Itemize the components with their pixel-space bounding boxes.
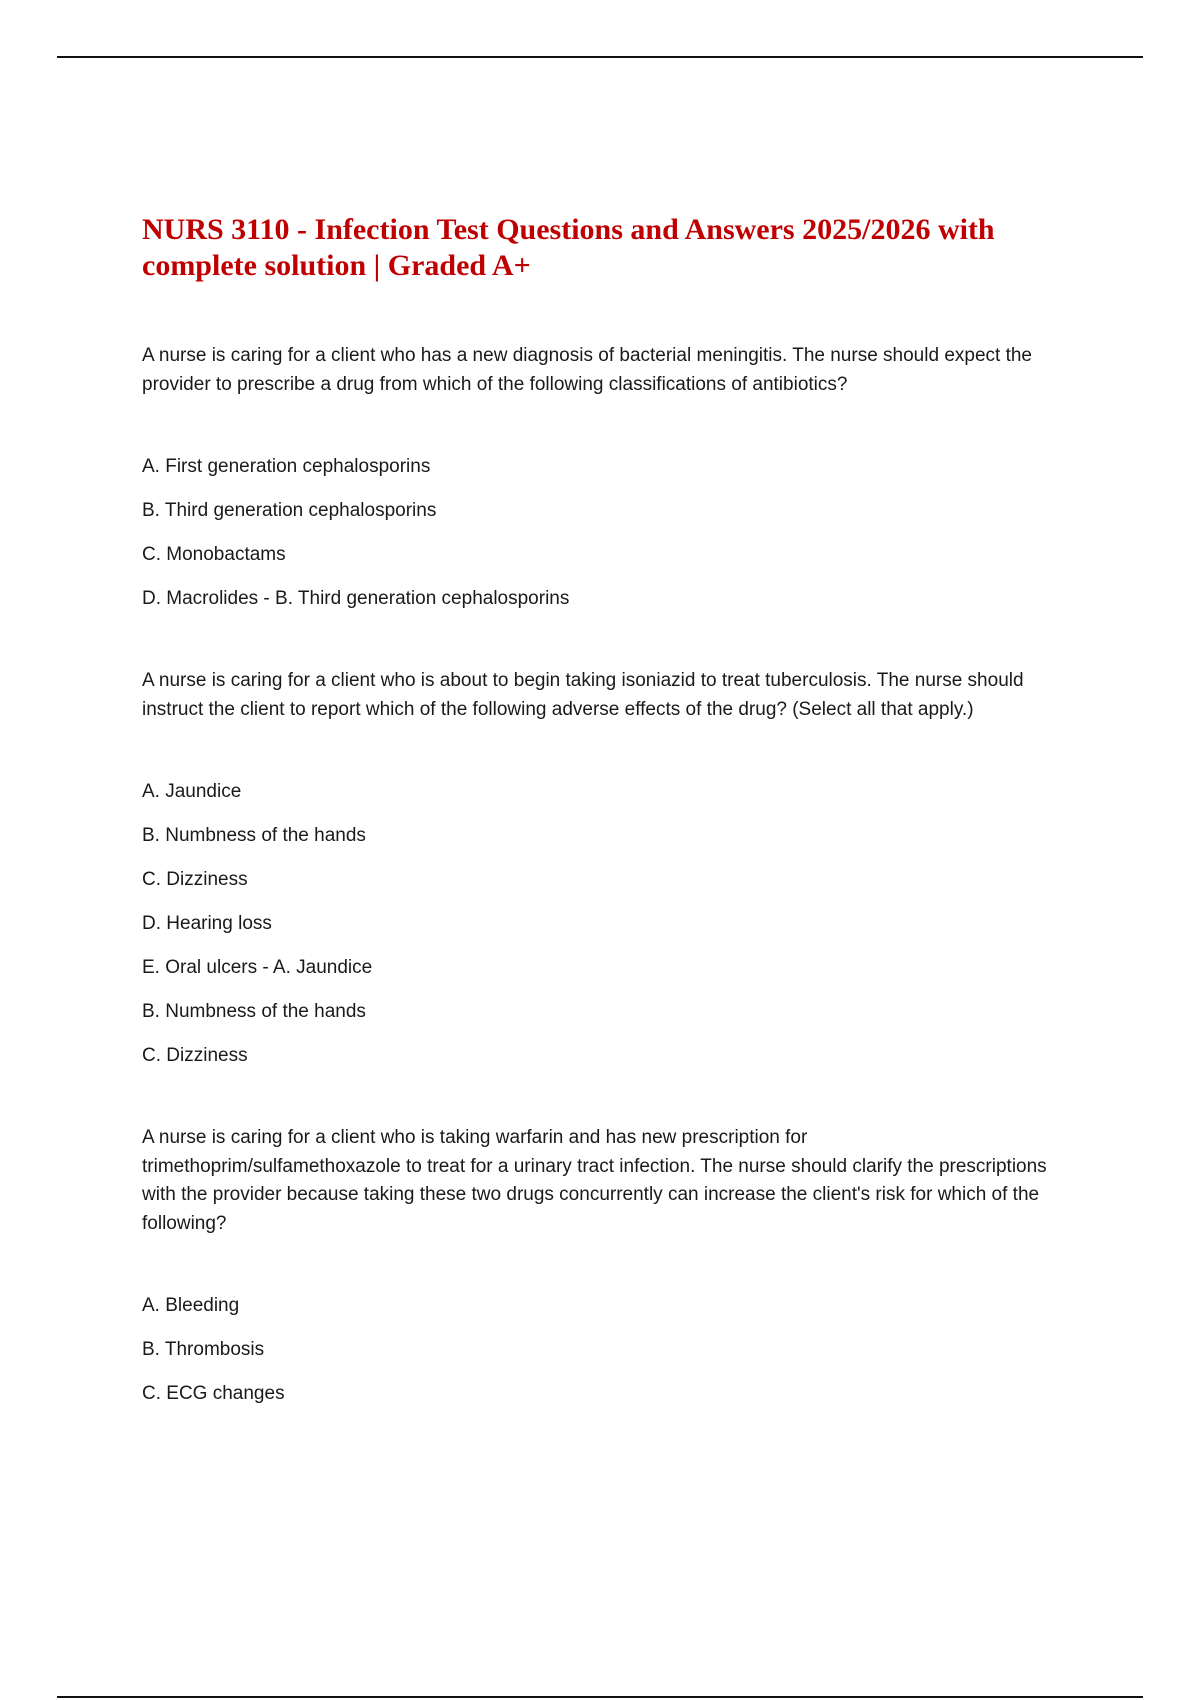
answer-option: B. Numbness of the hands (142, 1001, 366, 1022)
answer-option: B. Numbness of the hands (142, 825, 366, 846)
answer-option: C. ECG changes (142, 1383, 285, 1404)
answer-option: C. Dizziness (142, 869, 248, 890)
answer-options (142, 455, 1062, 611)
question-prompt: A nurse is caring for a client who has a new diagnosis of bacterial meningitis. The nurse should expect the provider to prescribe a drug from which of the following classifications of antibiotics? (142, 345, 1032, 395)
question-2 (142, 667, 1062, 1068)
answer-option: D. Macrolides - B. Third generation cephalosporins (142, 588, 570, 609)
header-rule (57, 56, 1143, 58)
answer-option: C. Dizziness (142, 1045, 248, 1066)
answer-options (142, 780, 1062, 1068)
answer-option: A. Bleeding (142, 1295, 240, 1316)
question-prompt: A nurse is caring for a client who is taking warfarin and has new prescription for trimethoprim/sulfamethoxazole to treat for a urinary tract infection. The nurse should clarify the prescriptions with the provider because taking these two drugs concurrently can increase the client's risk for which of the following? (142, 1127, 1047, 1234)
answer-option: C. Monobactams (142, 544, 286, 565)
answer-option: D. Hearing loss (142, 913, 272, 934)
answer-option: B. Thrombosis (142, 1339, 265, 1360)
footer-rule (57, 1696, 1143, 1698)
answer-option: A. Jaundice (142, 781, 242, 802)
question-3 (142, 1124, 1062, 1406)
question-1 (142, 342, 1062, 611)
question-prompt: A nurse is caring for a client who is about to begin taking isoniazid to treat tuberculosis. The nurse should instruct the client to report which of the following adverse effects of the drug? (Select all that apply.) (142, 670, 1024, 720)
answer-option: E. Oral ulcers - A. Jaundice (142, 957, 373, 978)
answer-option: A. First generation cephalosporins (142, 456, 431, 477)
document-body (142, 212, 1062, 1426)
answer-options (142, 1294, 1062, 1406)
document-title: NURS 3110 - Infection Test Questions and Answers 2025/2026 with complete solution | Graded A+ (142, 213, 995, 282)
answer-option: B. Third generation cephalosporins (142, 500, 437, 521)
